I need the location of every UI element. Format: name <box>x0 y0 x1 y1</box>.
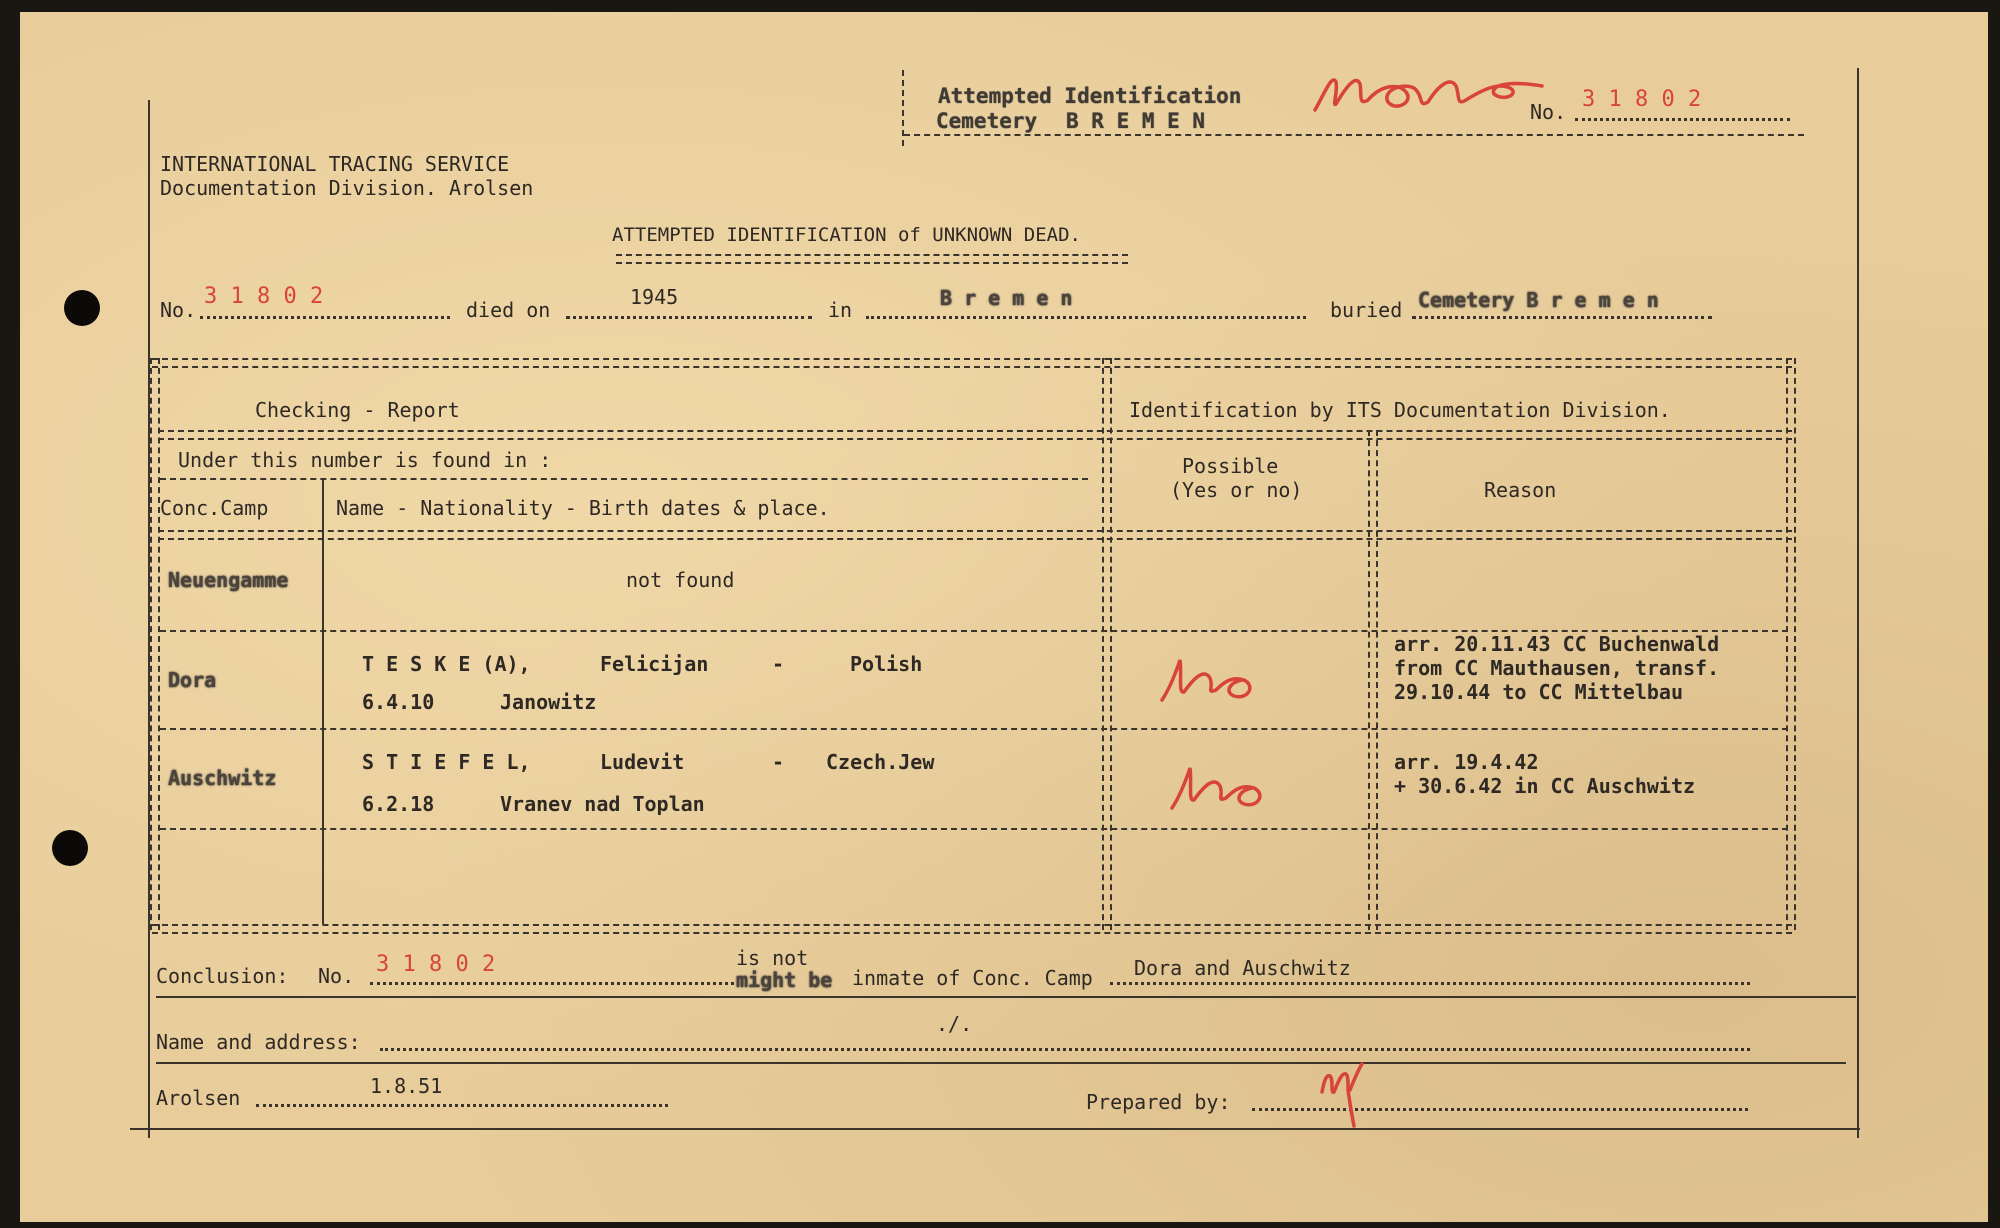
in-value: B r e m e n <box>940 286 1073 310</box>
row3-birth-place: Vranev nad Toplan <box>500 792 705 816</box>
prepared-by-label: Prepared by: <box>1086 1090 1231 1114</box>
division-name: Documentation Division. Arolsen <box>160 176 534 200</box>
row2-possible-handwritten-no <box>1156 648 1266 708</box>
org-name: INTERNATIONAL TRACING SERVICE <box>160 152 510 176</box>
conclusion-inmate-text: inmate of Conc. Camp <box>852 966 1093 990</box>
name-address-label: Name and address: <box>156 1030 361 1054</box>
identification-header: Identification by ITS Documentation Division. <box>1129 398 1671 422</box>
buried-value: Cemetery B r e m e n <box>1418 288 1659 312</box>
in-dots <box>866 316 1306 319</box>
stamp-line-2: Cemetery <box>936 109 1038 133</box>
row3-dash: - <box>772 750 785 774</box>
conclusion-struck-text: might be <box>736 968 833 992</box>
row2-reason-1: arr. 20.11.43 CC Buchenwald <box>1394 632 1720 656</box>
row3-surname: S T I E F E L, <box>362 750 531 774</box>
conclusion-camp-dots <box>1110 982 1750 985</box>
title-underline <box>616 254 1128 264</box>
row2-divider <box>160 728 1788 730</box>
buried-dots <box>1412 316 1712 319</box>
found-in-label: Under this number is found in : <box>178 448 552 472</box>
died-on-label: died on <box>466 298 551 322</box>
row2-dash: - <box>772 652 785 676</box>
col-possible-header-1: Possible <box>1182 454 1279 478</box>
header-divider <box>158 430 1792 440</box>
camp-column-divider <box>322 478 324 924</box>
stamp-box-bottom <box>904 134 1804 136</box>
footer-date-dots <box>256 1104 668 1107</box>
row2-reason-3: 29.10.44 to CC Mittelbau <box>1394 680 1683 704</box>
row1-camp: Neuengamme <box>168 568 289 592</box>
punch-hole-top <box>64 290 100 326</box>
conclusion-is-not: is not <box>736 946 809 970</box>
checking-report-header: Checking - Report <box>255 398 460 422</box>
row3-reason-2: + 30.6.42 in CC Auschwitz <box>1394 774 1696 798</box>
footer-place-label: Arolsen <box>156 1086 241 1110</box>
row2-camp: Dora <box>168 668 217 692</box>
conclusion-underline <box>156 996 1856 998</box>
top-number-dots <box>1575 118 1790 121</box>
top-number-label: No. <box>1530 100 1567 124</box>
stamp-line-1: Attempted Identification <box>938 84 1242 108</box>
row3-camp: Auschwitz <box>168 766 277 790</box>
handwritten-none <box>1310 52 1550 122</box>
top-number-value: 3 1 8 0 2 <box>1582 87 1702 112</box>
row1-name: not found <box>626 568 735 592</box>
row3-reason-1: arr. 19.4.42 <box>1394 750 1539 774</box>
col-possible-header-2: (Yes or no) <box>1170 478 1303 502</box>
name-address-dots <box>380 1048 1750 1051</box>
record-no-value: 3 1 8 0 2 <box>204 284 324 309</box>
row2-birth-place: Janowitz <box>500 690 597 714</box>
bottom-frame-line <box>130 1128 1860 1130</box>
prepared-by-initials <box>1316 1052 1376 1128</box>
died-on-value: 1945 <box>630 285 679 309</box>
in-label: in <box>828 298 853 322</box>
conclusion-label: Conclusion: <box>156 964 289 988</box>
name-address-value: ./. <box>936 1012 973 1036</box>
row3-birth-date: 6.2.18 <box>362 792 435 816</box>
conclusion-camp-value: Dora and Auschwitz <box>1134 956 1351 980</box>
row2-surname: T E S K E (A), <box>362 652 531 676</box>
row3-nationality: Czech.Jew <box>826 750 935 774</box>
table-top-border <box>152 358 1792 368</box>
row2-first-name: Felicijan <box>600 652 709 676</box>
table-left-border <box>150 358 160 930</box>
right-frame-line <box>1857 68 1859 1138</box>
row2-reason-2: from CC Mauthausen, transf. <box>1394 656 1720 680</box>
punch-hole-bottom <box>52 830 88 866</box>
row3-possible-value <box>1180 772 1181 773</box>
col-camp-header: Conc.Camp <box>160 496 269 520</box>
column-header-divider <box>158 530 1792 540</box>
table-center-divider <box>1102 358 1112 930</box>
record-no-label: No. <box>160 298 197 322</box>
footer-date-value: 1.8.51 <box>370 1074 443 1098</box>
buried-label: buried <box>1330 298 1403 322</box>
col-reason-header: Reason <box>1484 478 1557 502</box>
table-reason-divider <box>1368 430 1378 930</box>
stamp-line-2-place: B R E M E N <box>1066 109 1206 133</box>
row2-birth-date: 6.4.10 <box>362 690 435 714</box>
conclusion-no-label: No. <box>318 964 355 988</box>
row3-divider <box>160 828 1788 830</box>
died-on-dots <box>566 316 812 319</box>
table-right-border <box>1786 358 1796 930</box>
name-address-underline <box>156 1062 1846 1064</box>
col-name-header: Name - Nationality - Birth dates & place. <box>336 496 830 520</box>
row2-possible-value <box>1170 662 1171 663</box>
page-title: ATTEMPTED IDENTIFICATION of UNKNOWN DEAD. <box>612 224 1081 246</box>
conclusion-no-value: 3 1 8 0 2 <box>376 952 496 977</box>
found-in-divider <box>160 478 1088 480</box>
row2-nationality: Polish <box>850 652 923 676</box>
conclusion-no-dots <box>370 982 734 985</box>
row3-possible-handwritten-no <box>1166 756 1276 816</box>
record-no-dots <box>200 316 450 319</box>
table-bottom-border <box>152 924 1792 934</box>
row3-first-name: Ludevit <box>600 750 685 774</box>
document-card <box>20 12 1988 1222</box>
